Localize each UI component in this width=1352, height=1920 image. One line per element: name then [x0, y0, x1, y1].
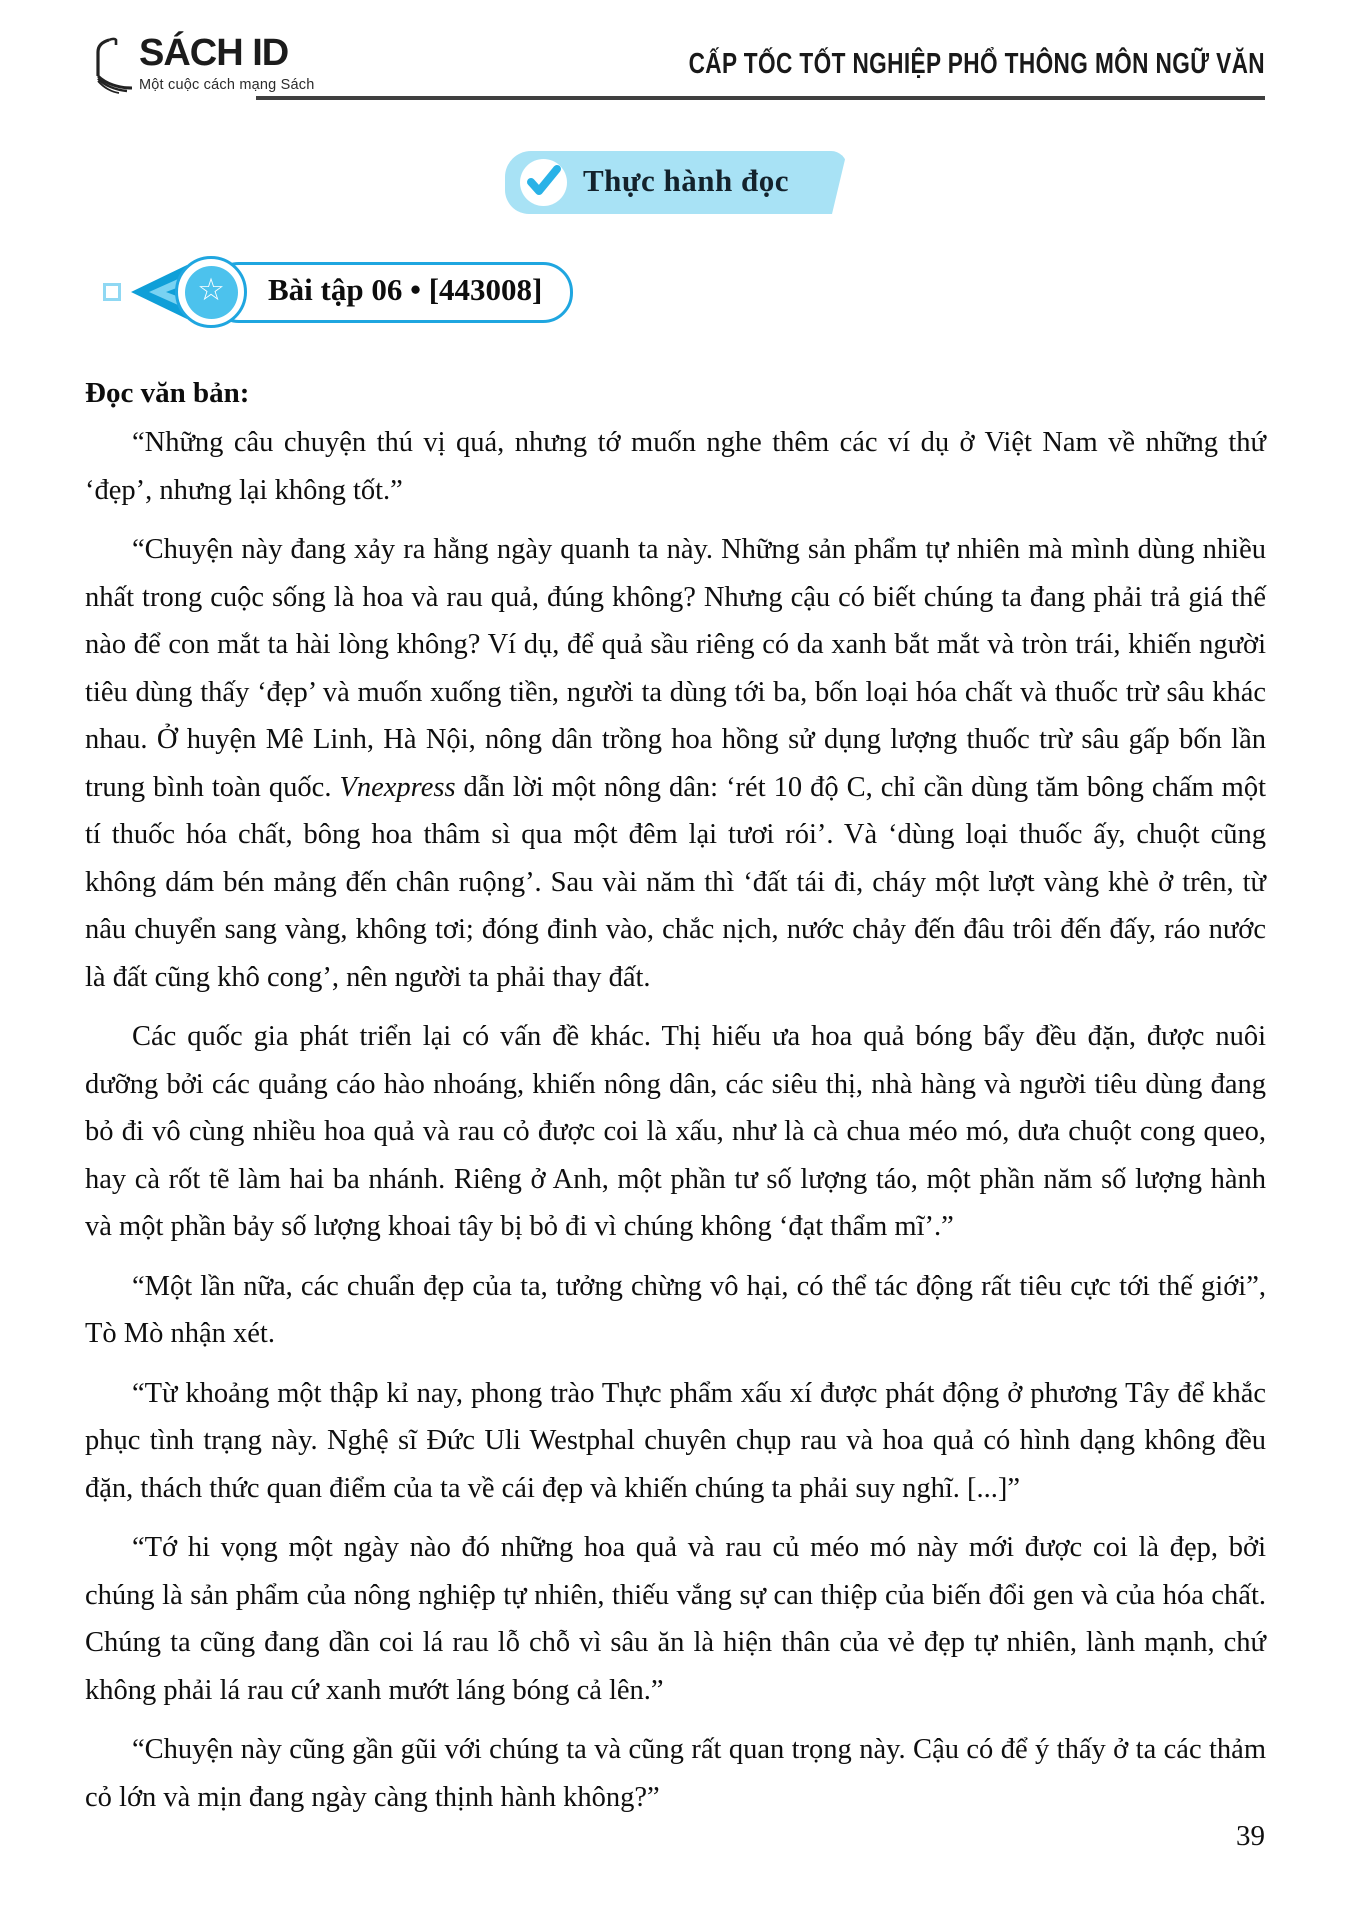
star-badge-icon [175, 256, 247, 328]
exercise-tag [103, 256, 573, 328]
book-logo-icon [85, 36, 135, 99]
brand-logo [85, 34, 314, 99]
paragraph: “Những câu chuyện thú vị quá, nhưng tớ muốn nghe thêm các ví dụ ở Việt Nam về những thứ ‘đẹp’, nhưng lại không tốt.” [85, 427, 1266, 506]
page-header [85, 34, 1265, 99]
star-icon: ☆ [185, 266, 238, 319]
paragraph: Các quốc gia phát triển lại có vấn đề khác. Thị hiếu ưa hoa quả bóng bẩy đều đặn, được nuôi dưỡng bởi các quảng cáo hào nhoáng, khiến nông dân, các siêu thị, nhà hàng và người tiêu dùng đang bỏ đi vô cùng nhiều hoa quả và rau cỏ được coi là xấu, như là cà chua méo mó, dưa chuột cong queo, hay cà rốt tẽ làm hai ba nhánh. Riêng ở Anh, một phần tư số lượng táo, một phần năm số lượng hành và một phần bảy số lượng khoai tây bị bỏ đi vì chúng không ‘đạt thẩm mĩ’.” [85, 1021, 1266, 1242]
brand-tagline: Một cuộc cách mạng Sách [139, 77, 315, 93]
bullet-square-icon [103, 283, 121, 301]
paragraph: “Tớ hi vọng một ngày nào đó những hoa quả và rau củ méo mó này mới được coi là đẹp, bởi chúng là sản phẩm của nông nghiệp tự nhiên, thiếu vắng sự can thiệp của biến đổi gen và của hóa chất. Chúng ta cũng đang dần coi lá rau lỗ chỗ vì sâu ăn là hiện thân của vẻ đẹp tự nhiên, lành mạnh, chứ không phải lá rau cứ xanh mướt láng bóng cả lên.” [85, 1532, 1266, 1706]
page-header-title: CẤP TỐC TỐT NGHIỆP PHỔ THÔNG MÔN NGỮ VĂN [688, 48, 1265, 80]
logo-text [139, 34, 314, 93]
paragraph: “Một lần nữa, các chuẩn đẹp của ta, tưởng chừng vô hại, có thể tác động rất tiêu cực tới thế giới”, Tò Mò nhận xét. [85, 1270, 1266, 1349]
exercise-label: Bài tập 06 • [443008] [209, 262, 573, 323]
reading-practice-badge [505, 151, 847, 214]
paragraph: “Từ khoảng một thập kỉ nay, phong trào Thực phẩm xấu xí được phát động ở phương Tây để khắc phục tình trạng này. Nghệ sĩ Đức Uli Westphal chuyên chụp rau và hoa quả có hình dạng không đều đặn, thách thức quan điểm của ta về cái đẹp và khiến chúng ta phải suy nghĩ. [...]” [85, 1377, 1266, 1504]
document-heading: Đọc văn bản: [85, 377, 250, 409]
brand-name: SÁCH ID [139, 32, 289, 74]
document-body [85, 376, 1266, 1833]
paragraph: “Chuyện này cũng gần gũi với chúng ta và cũng rất quan trọng này. Cậu có để ý thấy ở ta các thảm cỏ lớn và mịn đang ngày càng thịnh hành không?” [85, 1734, 1266, 1813]
paragraphs [85, 419, 1266, 1821]
page-number: 39 [1236, 1820, 1265, 1852]
header-divider [256, 96, 1265, 100]
badge-label: Thực hành đọc [583, 163, 790, 198]
paragraph: “Chuyện này đang xảy ra hằng ngày quanh ta này. Những sản phẩm tự nhiên mà mình dùng nhiều nhất trong cuộc sống là hoa và rau quả, đúng không? Nhưng cậu có biết chúng ta đang phải trả giá thế nào để con mắt ta hài lòng không? Ví dụ, để quả sầu riêng có da xanh bắt mắt và tròn trái, khiến người tiêu dùng thấy ‘đẹp’ và muốn xuống tiền, người ta dùng tới ba, bốn loại hóa chất và thuốc trừ sâu khác nhau. Ở huyện Mê Linh, Hà Nội, nông dân trồng hoa hồng sử dụng lượng thuốc trừ sâu gấp bốn lần trung bình toàn quốc. Vnexpress dẫn lời một nông dân: ‘rét 10 độ C, chỉ cần dùng tăm bông chấm một tí thuốc hóa chất, bông hoa thâm sì qua một đêm lại tươi rói’. Và ‘dùng loại thuốc ấy, chuột cũng không dám bén mảng đến chân ruộng’. Sau vài năm thì ‘đất tái đi, cháy một lượt vàng khè ở trên, từ nâu chuyển sang vàng, không tơi; đóng đinh vào, chắc nịch, nước chảy đến đâu trôi đến đấy, ráo nước là đất cũng khô cong’, nên người ta phải thay đất. [85, 534, 1266, 993]
checkmark-icon [520, 159, 567, 206]
